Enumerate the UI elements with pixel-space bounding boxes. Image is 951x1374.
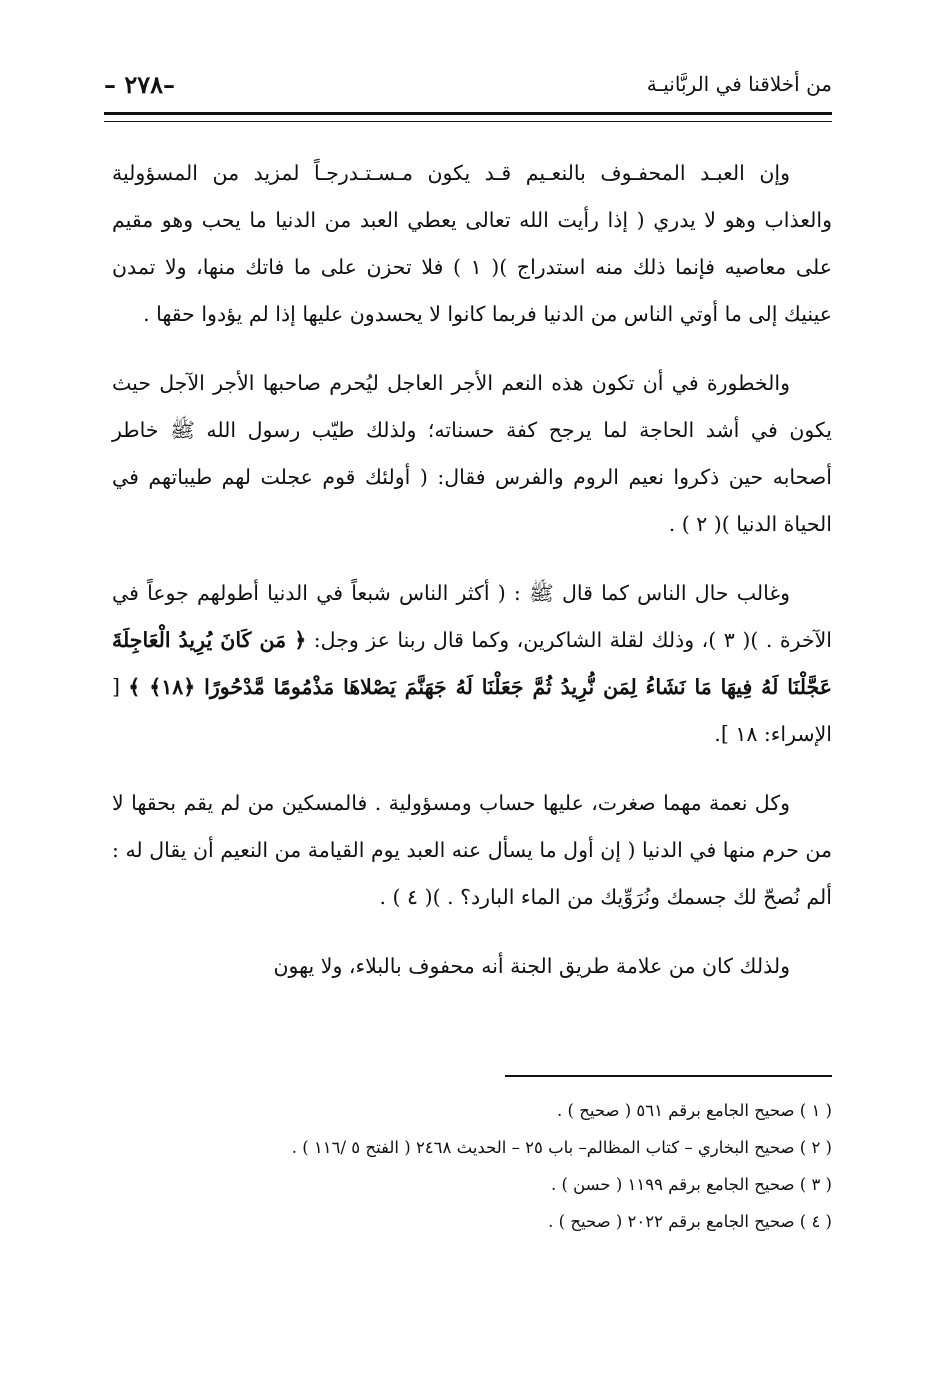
paragraph-text: وإن العبـد المحفـوف بالنعـيم قـد يكون مـسـتـدرجـاً لمزيد من المسؤولية والعذاب وهو لا يدري ( إذا رأيت الله تعالى يعطي العبد من الدنيا ما يحب وهو مقيم على معاصيه فإنما ذلك منه استدراج )( ١ ) فلا تحزن على ما فاتك منها، ولا تمدن عينيك إلى ما أوتي الناس من الدنيا فربما كانوا لا يحسدون عليها إذا لم يؤدوا حقها . — [112, 161, 832, 326]
paragraph-text: وكل نعمة مهما صغرت، عليها حساب ومسؤولية . فالمسكين من لم يقم بحقها لا من حرم منها في الدنيا ( إن أول ما يسأل عنه العبد يوم القيامة من النعيم أن يقال له : ألم نُصحّ لك جسمك ونُرَوِّيك من الماء البارد؟ . )( ٤ ) . — [112, 791, 832, 909]
running-title: من أخلاقنا في الربَّانيـة — [646, 72, 832, 96]
paragraph-2 — [112, 360, 832, 548]
header-rule-thin — [104, 121, 832, 122]
paragraph-1 — [112, 150, 832, 338]
paragraph-text: والخطورة في أن تكون هذه النعم الأجر العاجل ليُحرم صاحبها الأجر الآجل حيث يكون في أشد الحاجة لما يرجح كفة حسناته؛ ولذلك طيّب رسول الله ﷺ خاطر أصحابه حين ذكروا نعيم الروم والفرس فقال: ( أولئك قوم عجلت لهم طيباتهم في الحياة الدنيا )( ٢ ) . — [112, 371, 832, 536]
paragraph-3 — [112, 570, 832, 758]
paragraph-5 — [112, 943, 832, 990]
footnote-separator — [505, 1075, 832, 1077]
page-header — [104, 62, 832, 112]
footnotes — [112, 1092, 832, 1240]
paragraph-text: وغالب حال الناس كما قال ﷺ : ( أكثر الناس شبعاً في الدنيا أطولهم جوعاً في الآخرة . )( ٣ )، وذلك لقلة الشاكرين، وكما قال ربنا عز وجل: — [112, 581, 833, 652]
footnote-4: ( ٤ ) صحيح الجامع برقم ٢٠٢٢ ( صحيح ) . — [548, 1212, 832, 1231]
footnote-2: ( ٢ ) صحيح البخاري – كتاب المظالم– باب ٢٥ – الحديث ٢٤٦٨ ( الفتح ٥ /١١٦ ) . — [291, 1138, 832, 1157]
paragraph-4 — [112, 780, 832, 921]
header-rule-thick — [104, 112, 832, 115]
paragraph-text: ولذلك كان من علامة طريق الجنة أنه محفوف بالبلاء، ولا يهون — [273, 954, 790, 978]
footnote-3: ( ٣ ) صحيح الجامع برقم ١١٩٩ ( حسن ) . — [550, 1175, 832, 1194]
verse-reference: [ الإسراء: ١٨ ]. — [112, 675, 832, 746]
page-number: –٢٧٨ – — [104, 70, 176, 99]
quran-verse: ﴿ مَن كَانَ يُرِيدُ الْعَاجِلَةَ عَجَّلْنَا لَهُ فِيهَا مَا نَشَاءُ لِمَن نُّرِيدُ ثُمَّ جَعَلْنَا لَهُ جَهَنَّمَ يَصْلاهَا مَذْمُومًا مَّدْحُورًا ﴿١٨﴾ ﴾ — [112, 628, 832, 699]
main-text — [112, 150, 832, 1012]
footnote-1: ( ١ ) صحيح الجامع برقم ٥٦١ ( صحيح ) . — [557, 1101, 832, 1120]
